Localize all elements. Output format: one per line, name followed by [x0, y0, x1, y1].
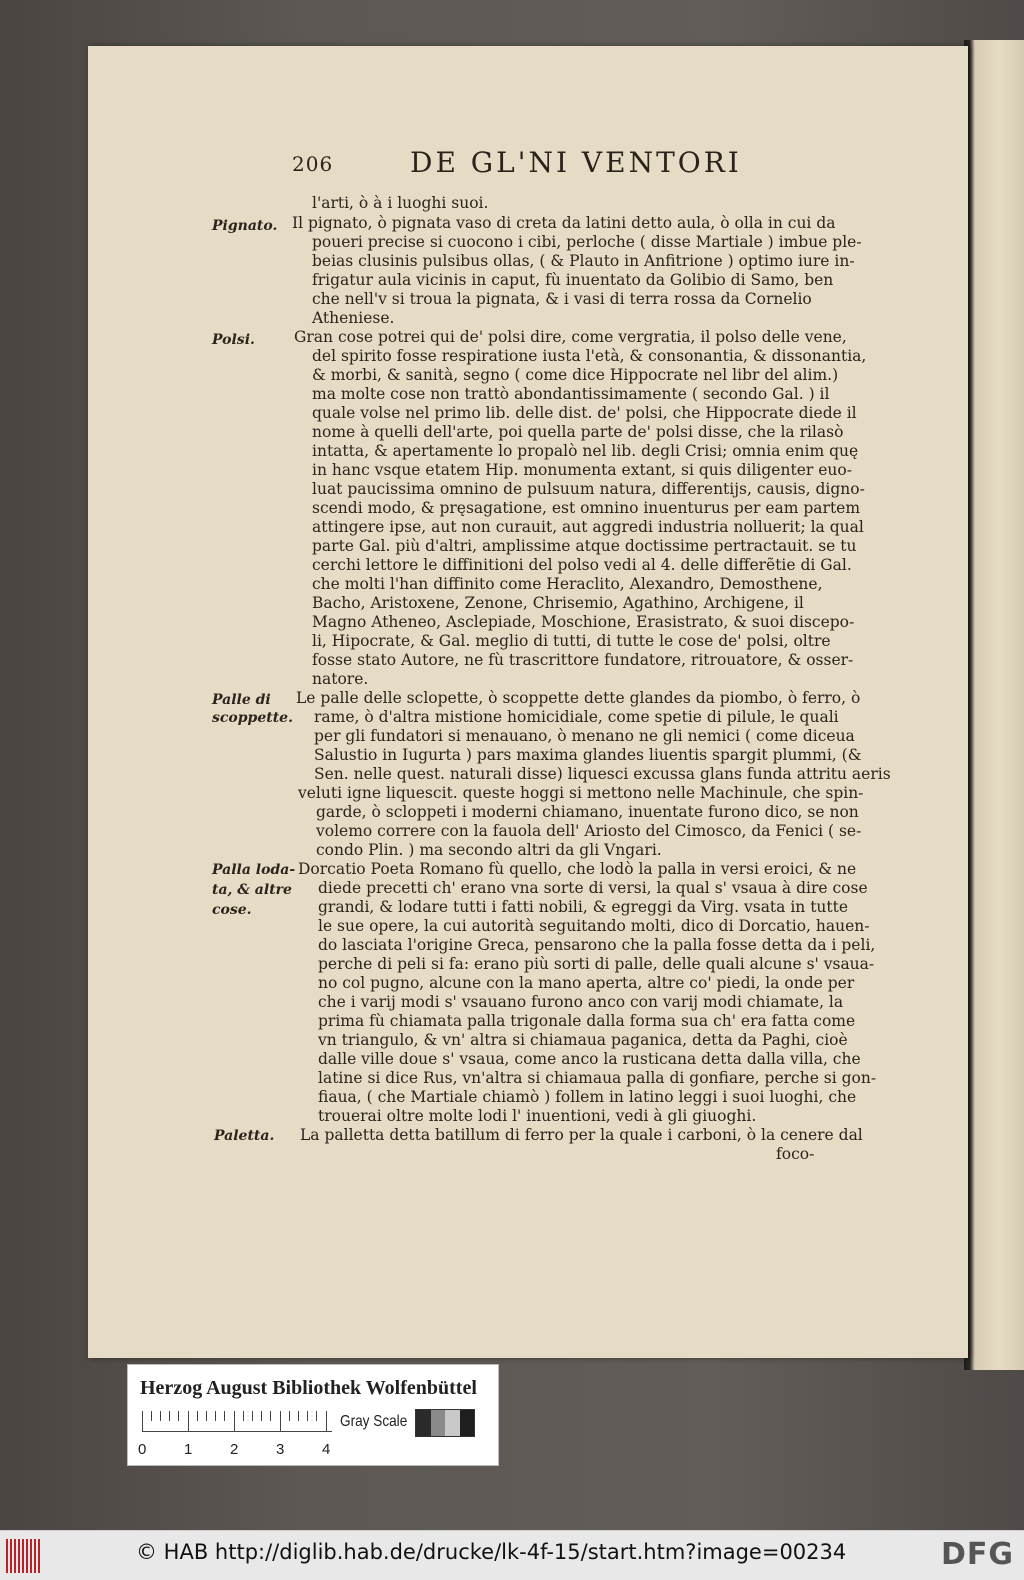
- text-line: cerchi lettore le diffinitioni del polso vedi al 4. delle differẽtie di Gal.: [312, 556, 852, 574]
- gray-scale-label: Gray Scale: [340, 1413, 408, 1430]
- text-line: per gli fundatori si menauano, ò menano ne gli nemici ( come diceua: [314, 727, 855, 745]
- running-head: DE GL'NI VENTORI: [410, 146, 742, 179]
- catchword: foco-: [776, 1145, 815, 1163]
- text-line: l'arti, ò à i luoghi suoi.: [312, 194, 489, 212]
- text-line: che molti l'han diffinito come Heraclito, Alexandro, Demosthene,: [312, 575, 823, 593]
- margin-note: Palle di: [212, 692, 271, 708]
- text-line: Sen. nelle quest. naturali disse) liquesci excussa glans funda attritu aeris: [314, 765, 891, 783]
- margin-note: Paletta.: [214, 1128, 275, 1144]
- hab-logo-icon: [6, 1539, 40, 1573]
- margin-note: scoppette.: [212, 710, 293, 726]
- text-line: poueri precise si cuocono i cibi, perloche ( disse Martiale ) imbue ple-: [312, 233, 862, 251]
- text-line: fosse stato Autore, ne fù trascrittore fundatore, ritrouatore, & osser-: [312, 651, 854, 669]
- page-number: 206: [292, 152, 334, 176]
- text-line: ma molte cose non trattò abondantissimamente ( secondo Gal. ) il: [312, 385, 830, 403]
- text-line: del spirito fosse respiratione iusta l'età, & consonantia, & dissonantia,: [312, 347, 867, 365]
- text-line: prima fù chiamata palla trigonale dalla forma sua ch' era fatta come: [318, 1012, 856, 1030]
- text-line: garde, ò scloppeti i moderni chiamano, inuentate furono dico, se non: [316, 803, 859, 821]
- text-line: in hanc vsque etatem Hip. monumenta extant, si quis diligenter euo-: [312, 461, 852, 479]
- text-line: & morbi, & sanità, segno ( come dice Hippocrate nel libr del alim.): [312, 366, 839, 384]
- text-line: diede precetti ch' erano vna sorte di versi, la qual s' vsaua à dire cose: [318, 879, 868, 897]
- text-line: che i varij modi s' vsauano furono anco con varij modi chiamate, la: [318, 993, 844, 1011]
- library-name: Herzog August Bibliothek Wolfenbüttel: [140, 1377, 477, 1399]
- footer-copyright-link[interactable]: © HAB http://diglib.hab.de/drucke/lk-4f-15/start.htm?image=00234: [136, 1540, 847, 1564]
- text-line: volemo correre con la fauola dell' Ariosto del Cimosco, da Fenici ( se-: [316, 822, 862, 840]
- margin-note: ta, & altre: [212, 882, 292, 898]
- ruler-number: 1: [184, 1441, 193, 1458]
- margin-note: Palla loda-: [212, 862, 296, 878]
- text-line: Gran cose potrei qui de' polsi dire, come vergratia, il polso delle vene,: [294, 328, 847, 346]
- text-line: quale volse nel primo lib. delle dist. de' polsi, che Hippocrate diede il: [312, 404, 857, 422]
- text-line: Dorcatio Poeta Romano fù quello, che lodò la palla in versi eroici, & ne: [298, 860, 857, 878]
- margin-note: cose.: [212, 902, 252, 918]
- text-line: scendi modo, & pręsagatione, est omnino inuenturus per eam partem: [312, 499, 861, 517]
- text-line: che nell'v si troua la pignata, & i vasi di terra rossa da Cornelio: [312, 290, 812, 308]
- text-line: La palletta detta batillum di ferro per la quale i carboni, ò la cenere dal: [300, 1126, 863, 1144]
- gray-scale-swatch: [415, 1409, 475, 1437]
- text-line: intatta, & apertamente lo propalò nel lib. degli Crisi; omnia enim quę: [312, 442, 859, 460]
- text-line: condo Plin. ) ma secondo altri da gli Vngari.: [316, 841, 662, 859]
- text-line: attingere ipse, aut non curauit, aut aggredi industria nolluerit; la qual: [312, 518, 864, 536]
- text-line: grandi, & lodare tutti i fatti nobili, & egreggi da Virg. vsata in tutte: [318, 898, 849, 916]
- text-line: rame, ò d'altra mistione homicidiale, come spetie di pilule, le quali: [314, 708, 839, 726]
- text-line: parte Gal. più d'altri, amplissime atque doctissime pertractauit. se tu: [312, 537, 857, 555]
- text-line: frigatur aula vicinis in caput, fù inuentato da Golibio di Samo, ben: [312, 271, 834, 289]
- text-line: Bacho, Aristoxene, Zenone, Chrisemio, Agathino, Archigene, il: [312, 594, 804, 612]
- text-line: le sue opere, la cui autorità seguitando molti, dico di Dorcatio, hauen-: [318, 917, 870, 935]
- text-line: Magno Atheneo, Asclepiade, Moschione, Erasistrato, & suoi discepo-: [312, 613, 855, 631]
- text-line: natore.: [312, 670, 369, 688]
- text-line: no col pugno, alcune con la mano aperta, altre co' piedi, la onde per: [318, 974, 855, 992]
- scale-ruler: [142, 1411, 332, 1433]
- ruler-number: 2: [230, 1441, 239, 1458]
- text-line: Il pignato, ò pignata vaso di creta da latini detto aula, ò olla in cui da: [292, 214, 836, 232]
- ruler-number: 0: [138, 1441, 147, 1458]
- text-line: fiaua, ( che Martiale chiamò ) follem in latino leggi i suoi luoghi, che: [318, 1088, 857, 1106]
- text-line: Atheniese.: [312, 309, 395, 327]
- text-line: Le palle delle sclopette, ò scoppette dette glandes da piombo, ò ferro, ò: [296, 689, 861, 707]
- text-line: dalle ville doue s' vsaua, come anco la rusticana detta dalla villa, che: [318, 1050, 861, 1068]
- text-line: latine si dice Rus, vn'altra si chiamaua palla di gonfiare, perche si gon-: [318, 1069, 877, 1087]
- text-line: do lasciata l'origine Greca, pensarono che la palla fosse detta da i peli,: [318, 936, 876, 954]
- text-line: beias clusinis pulsibus ollas, ( & Plauto in Anfitrione ) optimo iure in-: [312, 252, 855, 270]
- footer-bar: [0, 1530, 1024, 1580]
- margin-note: Pignato.: [212, 218, 278, 234]
- ruler-number: 3: [276, 1441, 285, 1458]
- text-line: trouerai oltre molte lodi l' inuentioni, vedi à gli giuoghi.: [318, 1107, 757, 1125]
- dfg-logo: DFG: [940, 1537, 1014, 1572]
- library-label-card: [127, 1364, 499, 1466]
- text-line: veluti igne liquescit. queste hoggi si mettono nelle Machinule, che spin-: [298, 784, 864, 802]
- text-line: perche di peli si fa: erano più sorti di palle, delle quali alcune s' vsaua-: [318, 955, 875, 973]
- text-line: luat paucissima omnino de pulsuum natura, differentijs, causis, digno-: [312, 480, 865, 498]
- text-line: li, Hipocrate, & Gal. meglio di tutti, di tutte le cose de' polsi, oltre: [312, 632, 831, 650]
- text-line: nome à quelli dell'arte, poi quella parte de' polsi disse, che la rilasò: [312, 423, 844, 441]
- text-line: vn triangulo, & vn' altra si chiamaua paganica, detta da Paghi, cioè: [318, 1031, 848, 1049]
- ruler-number: 4: [322, 1441, 331, 1458]
- margin-note: Polsi.: [212, 332, 255, 348]
- text-line: Salustio in Iugurta ) pars maxima glandes liuentis spargit plummi, (&: [314, 746, 862, 764]
